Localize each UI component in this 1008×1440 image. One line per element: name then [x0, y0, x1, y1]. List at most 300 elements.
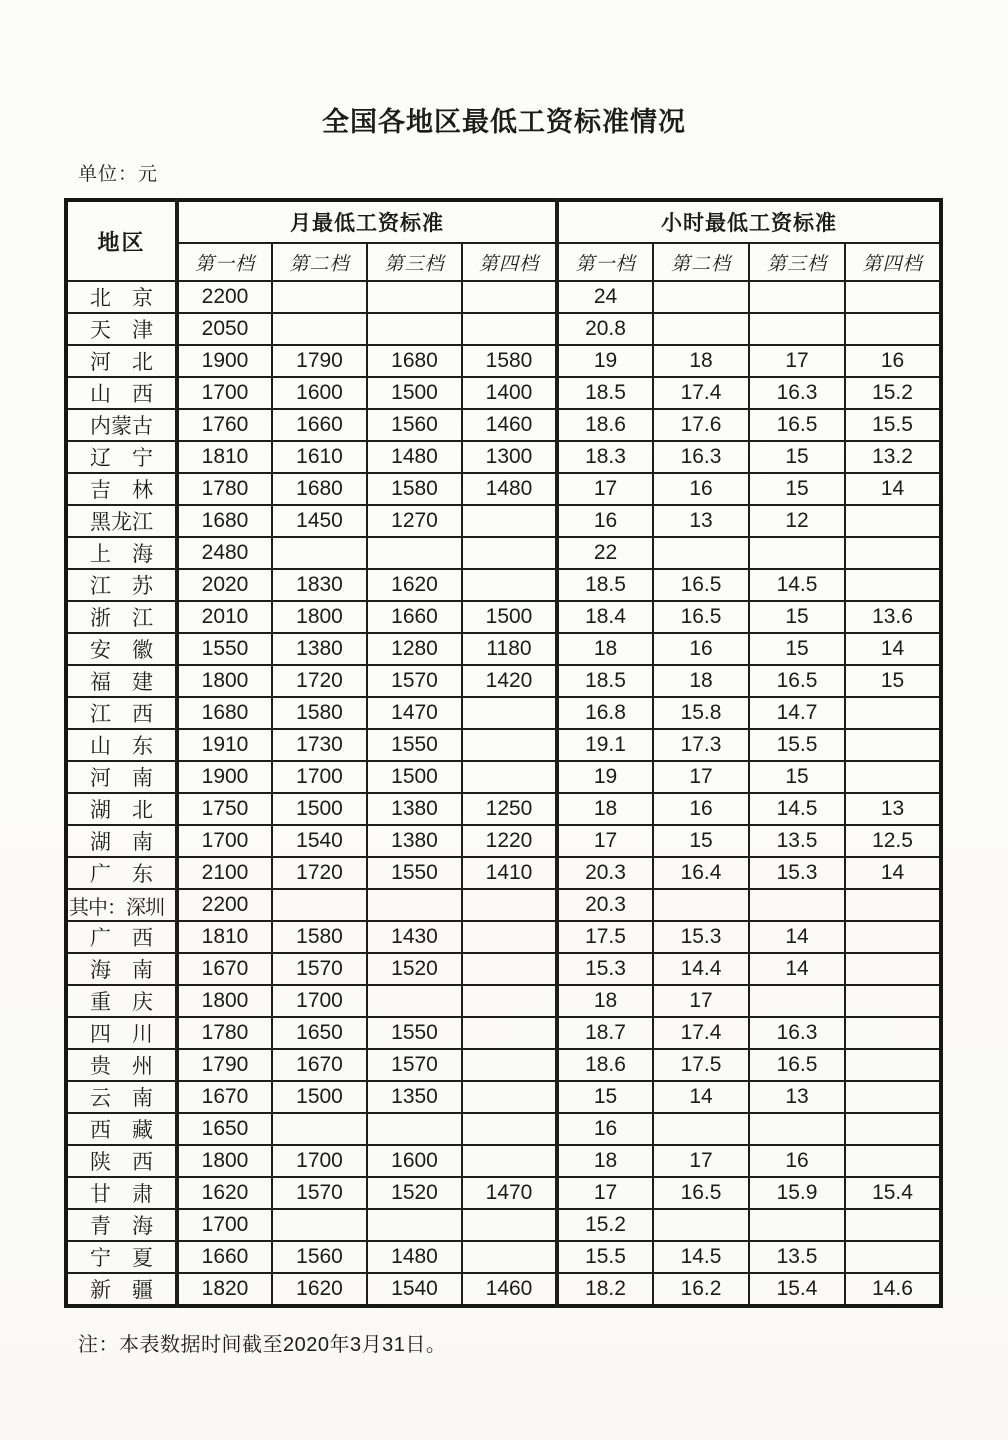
hourly-value-cell: 16 — [557, 1113, 653, 1145]
hourly-value-cell — [845, 1017, 941, 1049]
hourly-value-cell — [845, 921, 941, 953]
monthly-value-cell: 1560 — [272, 1241, 367, 1273]
monthly-value-cell: 2480 — [177, 537, 272, 569]
region-cell: 四 川 — [66, 1017, 177, 1049]
monthly-value-cell — [462, 729, 557, 761]
hourly-value-cell: 17.4 — [653, 1017, 749, 1049]
hourly-value-cell: 16 — [653, 793, 749, 825]
hourly-value-cell — [845, 537, 941, 569]
monthly-value-cell: 1460 — [462, 409, 557, 441]
hourly-value-cell: 15 — [749, 441, 845, 473]
monthly-value-cell: 1620 — [367, 569, 462, 601]
region-cell: 青 海 — [66, 1209, 177, 1241]
monthly-value-cell: 1600 — [272, 377, 367, 409]
table-row — [66, 857, 941, 889]
region-cell: 内蒙古 — [66, 409, 177, 441]
hourly-value-cell — [845, 1145, 941, 1177]
hourly-value-cell: 17 — [653, 985, 749, 1017]
region-cell: 天 津 — [66, 313, 177, 345]
monthly-group-header: 月最低工资标准 — [177, 200, 557, 243]
hourly-value-cell: 18.5 — [557, 665, 653, 697]
table-row — [66, 633, 941, 665]
monthly-value-cell: 1560 — [367, 409, 462, 441]
region-cell: 贵 州 — [66, 1049, 177, 1081]
hourly-value-cell: 18 — [653, 345, 749, 377]
table-row — [66, 1145, 941, 1177]
monthly-value-cell — [272, 281, 367, 313]
hourly-value-cell — [845, 1081, 941, 1113]
hourly-value-cell: 14 — [845, 473, 941, 505]
hourly-value-cell: 16.5 — [749, 1049, 845, 1081]
hourly-tier3-header: 第三档 — [749, 243, 845, 281]
hourly-value-cell: 14 — [845, 857, 941, 889]
table-row — [66, 1177, 941, 1209]
region-cell: 吉 林 — [66, 473, 177, 505]
monthly-value-cell: 1670 — [177, 953, 272, 985]
monthly-value-cell — [272, 313, 367, 345]
table-row — [66, 1017, 941, 1049]
monthly-value-cell — [462, 505, 557, 537]
hourly-value-cell: 13.2 — [845, 441, 941, 473]
monthly-value-cell — [462, 889, 557, 921]
monthly-value-cell: 1470 — [462, 1177, 557, 1209]
region-cell: 陕 西 — [66, 1145, 177, 1177]
hourly-value-cell: 13 — [653, 505, 749, 537]
table-row — [66, 985, 941, 1017]
hourly-value-cell: 14 — [845, 633, 941, 665]
hourly-value-cell: 17.5 — [653, 1049, 749, 1081]
monthly-value-cell: 1580 — [367, 473, 462, 505]
region-cell: 福 建 — [66, 665, 177, 697]
hourly-value-cell: 19 — [557, 345, 653, 377]
monthly-value-cell — [462, 953, 557, 985]
hourly-value-cell: 18 — [557, 1145, 653, 1177]
region-column-header: 地区 — [66, 200, 177, 281]
hourly-value-cell: 14.4 — [653, 953, 749, 985]
hourly-value-cell: 17.5 — [557, 921, 653, 953]
monthly-value-cell: 1500 — [462, 601, 557, 633]
monthly-value-cell: 2050 — [177, 313, 272, 345]
region-cell: 重 庆 — [66, 985, 177, 1017]
region-cell: 湖 南 — [66, 825, 177, 857]
hourly-value-cell: 18.2 — [557, 1273, 653, 1306]
monthly-value-cell: 1790 — [272, 345, 367, 377]
monthly-value-cell: 1680 — [177, 697, 272, 729]
monthly-value-cell: 1660 — [272, 409, 367, 441]
monthly-value-cell: 1500 — [272, 793, 367, 825]
table-row — [66, 889, 941, 921]
monthly-value-cell: 1670 — [177, 1081, 272, 1113]
monthly-value-cell: 1790 — [177, 1049, 272, 1081]
monthly-tier1-header: 第一档 — [177, 243, 272, 281]
monthly-value-cell — [462, 1209, 557, 1241]
table-row — [66, 729, 941, 761]
hourly-value-cell — [845, 697, 941, 729]
monthly-value-cell: 1610 — [272, 441, 367, 473]
hourly-tier2-header: 第二档 — [653, 243, 749, 281]
monthly-tier2-header: 第二档 — [272, 243, 367, 281]
table-row — [66, 569, 941, 601]
monthly-value-cell — [462, 1081, 557, 1113]
hourly-value-cell: 16.5 — [749, 409, 845, 441]
monthly-value-cell: 1680 — [177, 505, 272, 537]
monthly-value-cell: 1480 — [367, 441, 462, 473]
table-row — [66, 281, 941, 313]
monthly-value-cell — [462, 697, 557, 729]
hourly-value-cell — [749, 537, 845, 569]
monthly-value-cell: 1900 — [177, 761, 272, 793]
region-cell: 辽 宁 — [66, 441, 177, 473]
hourly-value-cell: 13.5 — [749, 1241, 845, 1273]
region-cell: 江 苏 — [66, 569, 177, 601]
hourly-value-cell: 20.3 — [557, 889, 653, 921]
hourly-value-cell: 15.5 — [749, 729, 845, 761]
monthly-value-cell: 1680 — [272, 473, 367, 505]
monthly-value-cell: 1820 — [177, 1273, 272, 1306]
table-row — [66, 345, 941, 377]
monthly-value-cell — [462, 537, 557, 569]
monthly-value-cell: 1900 — [177, 345, 272, 377]
monthly-value-cell: 1570 — [272, 953, 367, 985]
region-cell: 浙 江 — [66, 601, 177, 633]
hourly-value-cell — [845, 729, 941, 761]
hourly-value-cell: 18.4 — [557, 601, 653, 633]
hourly-value-cell: 16 — [557, 505, 653, 537]
monthly-value-cell: 2010 — [177, 601, 272, 633]
table-row — [66, 473, 941, 505]
table-row — [66, 697, 941, 729]
monthly-value-cell: 1470 — [367, 697, 462, 729]
table-row — [66, 921, 941, 953]
table-row — [66, 1049, 941, 1081]
hourly-value-cell: 18 — [557, 985, 653, 1017]
hourly-value-cell: 16.5 — [653, 1177, 749, 1209]
monthly-value-cell — [367, 985, 462, 1017]
monthly-value-cell — [272, 889, 367, 921]
page-title: 全国各地区最低工资标准情况 — [322, 107, 686, 137]
monthly-value-cell: 1380 — [272, 633, 367, 665]
monthly-value-cell: 1550 — [177, 633, 272, 665]
monthly-value-cell — [367, 1113, 462, 1145]
hourly-value-cell — [845, 1209, 941, 1241]
hourly-value-cell: 14.6 — [845, 1273, 941, 1306]
hourly-value-cell — [845, 889, 941, 921]
hourly-value-cell: 15.5 — [845, 409, 941, 441]
monthly-value-cell: 1380 — [367, 793, 462, 825]
monthly-value-cell — [462, 313, 557, 345]
monthly-value-cell: 1810 — [177, 441, 272, 473]
hourly-value-cell — [845, 953, 941, 985]
hourly-value-cell: 16 — [749, 1145, 845, 1177]
monthly-value-cell — [367, 889, 462, 921]
table-row — [66, 1241, 941, 1273]
hourly-value-cell — [845, 313, 941, 345]
monthly-value-cell — [462, 1145, 557, 1177]
region-cell: 云 南 — [66, 1081, 177, 1113]
table-row — [66, 1113, 941, 1145]
monthly-tier4-header: 第四档 — [462, 243, 557, 281]
hourly-value-cell — [653, 1113, 749, 1145]
hourly-value-cell — [653, 889, 749, 921]
hourly-value-cell — [653, 281, 749, 313]
monthly-value-cell — [462, 1113, 557, 1145]
monthly-value-cell: 1660 — [177, 1241, 272, 1273]
hourly-value-cell: 16 — [653, 633, 749, 665]
monthly-value-cell — [462, 1049, 557, 1081]
monthly-value-cell — [367, 281, 462, 313]
group-header-row — [66, 200, 941, 243]
table-row — [66, 825, 941, 857]
monthly-value-cell: 1520 — [367, 953, 462, 985]
hourly-value-cell: 14.7 — [749, 697, 845, 729]
table-body — [66, 281, 941, 1306]
hourly-value-cell — [653, 313, 749, 345]
monthly-value-cell — [272, 1113, 367, 1145]
hourly-value-cell: 13 — [749, 1081, 845, 1113]
monthly-value-cell — [367, 313, 462, 345]
monthly-value-cell: 1750 — [177, 793, 272, 825]
monthly-value-cell: 1570 — [367, 665, 462, 697]
monthly-value-cell: 1520 — [367, 1177, 462, 1209]
region-cell: 上 海 — [66, 537, 177, 569]
monthly-value-cell: 1720 — [272, 857, 367, 889]
table-row — [66, 793, 941, 825]
monthly-value-cell — [462, 921, 557, 953]
monthly-value-cell: 1800 — [177, 985, 272, 1017]
hourly-value-cell: 16.3 — [749, 1017, 845, 1049]
hourly-value-cell: 15 — [749, 633, 845, 665]
region-cell: 山 东 — [66, 729, 177, 761]
monthly-value-cell: 1650 — [272, 1017, 367, 1049]
hourly-value-cell: 22 — [557, 537, 653, 569]
monthly-value-cell: 2200 — [177, 281, 272, 313]
hourly-value-cell: 19.1 — [557, 729, 653, 761]
hourly-value-cell: 16 — [653, 473, 749, 505]
footnote: 注：本表数据时间截至2020年3月31日。 — [78, 1334, 447, 1356]
monthly-value-cell — [462, 1241, 557, 1273]
monthly-value-cell: 1700 — [177, 825, 272, 857]
monthly-value-cell: 1410 — [462, 857, 557, 889]
monthly-value-cell — [462, 985, 557, 1017]
region-cell: 西 藏 — [66, 1113, 177, 1145]
hourly-value-cell: 17.3 — [653, 729, 749, 761]
hourly-value-cell: 15.9 — [749, 1177, 845, 1209]
monthly-value-cell: 2100 — [177, 857, 272, 889]
table-row — [66, 409, 941, 441]
hourly-value-cell: 16.4 — [653, 857, 749, 889]
monthly-value-cell — [462, 1017, 557, 1049]
region-cell: 山 西 — [66, 377, 177, 409]
hourly-value-cell: 12 — [749, 505, 845, 537]
hourly-tier1-header: 第一档 — [557, 243, 653, 281]
hourly-value-cell: 18.5 — [557, 377, 653, 409]
monthly-value-cell: 1700 — [272, 761, 367, 793]
hourly-value-cell: 18.3 — [557, 441, 653, 473]
table-row — [66, 1209, 941, 1241]
monthly-value-cell: 1380 — [367, 825, 462, 857]
monthly-value-cell — [272, 1209, 367, 1241]
monthly-value-cell: 1800 — [177, 1145, 272, 1177]
hourly-value-cell: 17.4 — [653, 377, 749, 409]
monthly-value-cell: 1500 — [272, 1081, 367, 1113]
monthly-value-cell: 1810 — [177, 921, 272, 953]
hourly-value-cell: 15.3 — [557, 953, 653, 985]
monthly-value-cell: 2020 — [177, 569, 272, 601]
monthly-value-cell: 1460 — [462, 1273, 557, 1306]
hourly-value-cell: 15.5 — [557, 1241, 653, 1273]
hourly-value-cell — [653, 1209, 749, 1241]
table-row — [66, 505, 941, 537]
hourly-value-cell: 17 — [653, 1145, 749, 1177]
hourly-value-cell: 15 — [653, 825, 749, 857]
monthly-value-cell: 1910 — [177, 729, 272, 761]
table-row — [66, 761, 941, 793]
hourly-value-cell: 17 — [653, 761, 749, 793]
hourly-value-cell: 14.5 — [749, 569, 845, 601]
monthly-value-cell: 1780 — [177, 1017, 272, 1049]
monthly-value-cell: 1720 — [272, 665, 367, 697]
monthly-value-cell: 1250 — [462, 793, 557, 825]
hourly-value-cell — [845, 985, 941, 1017]
hourly-value-cell: 16.5 — [653, 569, 749, 601]
monthly-value-cell: 1430 — [367, 921, 462, 953]
hourly-value-cell: 18 — [557, 633, 653, 665]
hourly-value-cell: 18 — [653, 665, 749, 697]
monthly-value-cell — [272, 537, 367, 569]
hourly-value-cell: 20.8 — [557, 313, 653, 345]
hourly-value-cell: 15.3 — [653, 921, 749, 953]
hourly-value-cell: 16.3 — [653, 441, 749, 473]
hourly-value-cell — [845, 1049, 941, 1081]
hourly-value-cell — [749, 889, 845, 921]
hourly-value-cell: 14 — [653, 1081, 749, 1113]
region-cell: 海 南 — [66, 953, 177, 985]
hourly-value-cell — [749, 313, 845, 345]
monthly-value-cell: 1780 — [177, 473, 272, 505]
monthly-value-cell: 1660 — [367, 601, 462, 633]
hourly-value-cell: 14 — [749, 953, 845, 985]
monthly-value-cell: 1420 — [462, 665, 557, 697]
monthly-value-cell: 1580 — [272, 921, 367, 953]
hourly-value-cell: 16 — [845, 345, 941, 377]
monthly-value-cell: 1280 — [367, 633, 462, 665]
region-cell: 安 徽 — [66, 633, 177, 665]
hourly-value-cell: 14.5 — [653, 1241, 749, 1273]
hourly-value-cell — [845, 281, 941, 313]
monthly-value-cell: 1700 — [272, 985, 367, 1017]
tier-header-row — [66, 243, 941, 281]
monthly-value-cell: 1730 — [272, 729, 367, 761]
monthly-value-cell: 1500 — [367, 761, 462, 793]
monthly-value-cell: 1700 — [272, 1145, 367, 1177]
monthly-value-cell: 1450 — [272, 505, 367, 537]
region-cell: 甘 肃 — [66, 1177, 177, 1209]
table-row — [66, 537, 941, 569]
region-cell: 河 北 — [66, 345, 177, 377]
hourly-value-cell: 17 — [557, 1177, 653, 1209]
hourly-value-cell — [845, 505, 941, 537]
monthly-value-cell: 1480 — [462, 473, 557, 505]
hourly-value-cell: 17 — [557, 825, 653, 857]
monthly-value-cell: 1220 — [462, 825, 557, 857]
hourly-value-cell: 15.4 — [845, 1177, 941, 1209]
monthly-value-cell: 1680 — [367, 345, 462, 377]
hourly-group-header: 小时最低工资标准 — [557, 200, 941, 243]
hourly-value-cell: 12.5 — [845, 825, 941, 857]
table-row — [66, 1273, 941, 1306]
monthly-value-cell: 1400 — [462, 377, 557, 409]
hourly-value-cell: 16.5 — [653, 601, 749, 633]
region-cell: 新 疆 — [66, 1273, 177, 1306]
minimum-wage-table — [64, 198, 943, 1308]
hourly-value-cell: 17 — [557, 473, 653, 505]
hourly-value-cell — [749, 281, 845, 313]
monthly-value-cell: 1270 — [367, 505, 462, 537]
hourly-value-cell: 15 — [749, 761, 845, 793]
table-row — [66, 953, 941, 985]
monthly-value-cell: 1500 — [367, 377, 462, 409]
monthly-value-cell: 1580 — [462, 345, 557, 377]
monthly-value-cell — [462, 761, 557, 793]
hourly-value-cell: 18.6 — [557, 409, 653, 441]
hourly-value-cell — [845, 1241, 941, 1273]
table-row — [66, 313, 941, 345]
table-header — [66, 200, 941, 281]
monthly-value-cell: 1180 — [462, 633, 557, 665]
monthly-value-cell: 1300 — [462, 441, 557, 473]
hourly-value-cell: 15.4 — [749, 1273, 845, 1306]
hourly-value-cell: 17.6 — [653, 409, 749, 441]
monthly-value-cell: 2200 — [177, 889, 272, 921]
table-row — [66, 665, 941, 697]
monthly-value-cell: 1600 — [367, 1145, 462, 1177]
hourly-value-cell: 24 — [557, 281, 653, 313]
hourly-value-cell — [653, 537, 749, 569]
hourly-value-cell: 17 — [749, 345, 845, 377]
region-cell: 其中：深圳 — [66, 889, 177, 921]
monthly-value-cell — [462, 281, 557, 313]
monthly-value-cell: 1620 — [177, 1177, 272, 1209]
monthly-value-cell: 1550 — [367, 1017, 462, 1049]
monthly-value-cell: 1540 — [367, 1273, 462, 1306]
region-cell: 黑龙江 — [66, 505, 177, 537]
hourly-value-cell: 13.5 — [749, 825, 845, 857]
monthly-value-cell: 1570 — [272, 1177, 367, 1209]
table-row — [66, 441, 941, 473]
hourly-value-cell: 15.3 — [749, 857, 845, 889]
monthly-value-cell: 1700 — [177, 1209, 272, 1241]
region-cell: 北 京 — [66, 281, 177, 313]
hourly-value-cell — [749, 985, 845, 1017]
hourly-value-cell: 19 — [557, 761, 653, 793]
hourly-value-cell: 15 — [557, 1081, 653, 1113]
hourly-value-cell: 14 — [749, 921, 845, 953]
monthly-value-cell: 1800 — [272, 601, 367, 633]
monthly-value-cell: 1480 — [367, 1241, 462, 1273]
monthly-value-cell — [367, 1209, 462, 1241]
hourly-value-cell: 14.5 — [749, 793, 845, 825]
hourly-value-cell: 18.7 — [557, 1017, 653, 1049]
hourly-value-cell: 15 — [845, 665, 941, 697]
hourly-value-cell: 15.2 — [845, 377, 941, 409]
monthly-value-cell: 1700 — [177, 377, 272, 409]
hourly-value-cell: 18.6 — [557, 1049, 653, 1081]
region-cell: 宁 夏 — [66, 1241, 177, 1273]
region-cell: 广 东 — [66, 857, 177, 889]
hourly-value-cell: 15 — [749, 601, 845, 633]
monthly-tier3-header: 第三档 — [367, 243, 462, 281]
monthly-value-cell: 1550 — [367, 729, 462, 761]
